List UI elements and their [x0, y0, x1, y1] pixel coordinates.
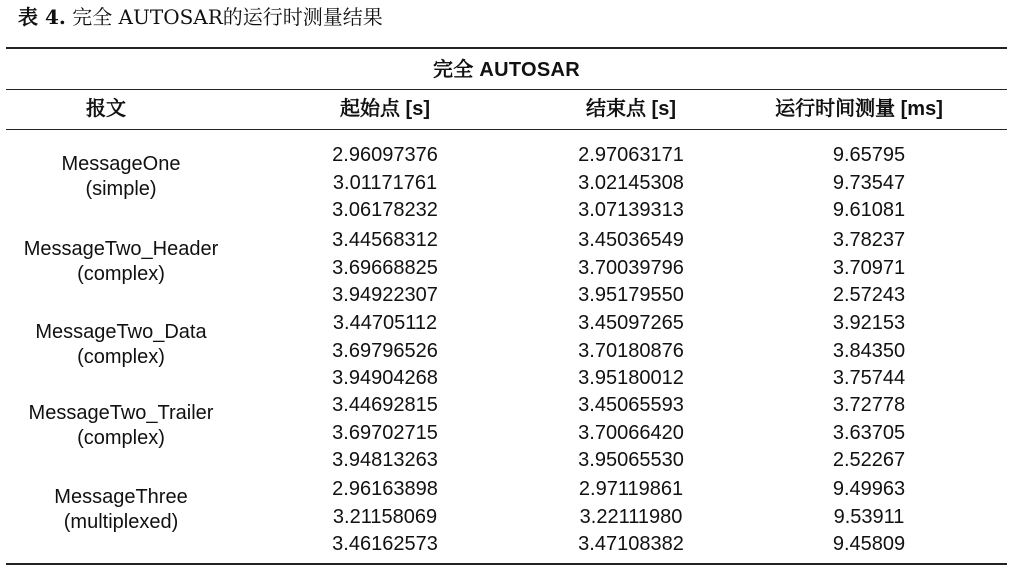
- table-caption: [18, 4, 383, 30]
- header-rule: [6, 129, 1007, 130]
- start-time-cell: 3.69668825: [332, 256, 438, 279]
- runtime-cell: 9.65795: [832, 144, 906, 166]
- start-time-cell: 3.69796526: [332, 339, 438, 362]
- runtime-cell: 3.75744: [832, 367, 906, 389]
- end-time-cell: 3.70039796: [578, 256, 684, 279]
- start-time-cell: 3.44568312: [332, 229, 438, 251]
- start-time-cell: 3.44692815: [332, 394, 438, 416]
- runtime-cell: 3.70971: [832, 256, 906, 279]
- column-header-runtime: 运行时间测量 [ms]: [775, 98, 943, 120]
- message-group-label: MessageOne (simple): [61, 153, 181, 200]
- runtime-cell: 3.84350: [832, 339, 906, 362]
- start-time-cell: 3.46162573: [332, 533, 438, 555]
- span-header-rule: [6, 89, 1007, 90]
- top-rule: [6, 47, 1007, 49]
- end-time-cell: 2.97063171: [578, 144, 684, 166]
- runtime-cell: 3.92153: [832, 312, 906, 334]
- start-time-cell: 2.96163898: [332, 478, 438, 500]
- runtime-cell: 3.72778: [832, 394, 906, 416]
- message-group-label: MessageThree (multiplexed): [54, 486, 188, 533]
- runtime-cell: 9.61081: [832, 199, 906, 221]
- start-time-cell: 3.94904268: [332, 367, 438, 389]
- runtime-cell: 9.45809: [832, 533, 906, 555]
- start-time-cell: 3.44705112: [332, 312, 438, 334]
- end-time-cell: 3.22111980: [579, 505, 683, 528]
- end-time-cell: 3.07139313: [578, 199, 684, 221]
- start-time-cell: 3.69702715: [332, 421, 438, 444]
- end-time-cell: 3.47108382: [578, 533, 684, 555]
- bottom-rule: [6, 563, 1007, 565]
- runtime-cell: 3.78237: [832, 229, 906, 251]
- end-time-cell: 3.95065530: [578, 449, 684, 471]
- table-span-header: 完全 AUTOSAR: [432, 59, 581, 81]
- start-time-cell: 3.94813263: [332, 449, 438, 471]
- column-header-start: 起始点 [s]: [340, 98, 430, 120]
- column-header-message: 报文: [86, 98, 126, 120]
- runtime-cell: 9.73547: [832, 171, 906, 194]
- end-time-cell: 3.70180876: [578, 339, 684, 362]
- message-group-label: MessageTwo_Data (complex): [35, 321, 207, 368]
- start-time-cell: 3.21158069: [332, 505, 438, 528]
- runtime-cell: 9.49963: [832, 478, 906, 500]
- runtime-cell: 2.57243: [832, 284, 906, 306]
- start-time-cell: 3.94922307: [332, 284, 438, 306]
- caption-label: 表 4.: [18, 5, 66, 29]
- column-header-end: 结束点 [s]: [586, 98, 676, 120]
- end-time-cell: 3.70066420: [578, 421, 684, 444]
- caption-title: 完全 AUTOSAR的运行时测量结果: [72, 5, 383, 29]
- end-time-cell: 3.45036549: [578, 229, 684, 251]
- start-time-cell: 2.96097376: [332, 144, 438, 166]
- runtime-cell: 3.63705: [832, 421, 906, 444]
- end-time-cell: 3.45097265: [578, 312, 684, 334]
- start-time-cell: 3.06178232: [332, 199, 438, 221]
- runtime-cell: 9.53911: [833, 505, 905, 528]
- end-time-cell: 2.97119861: [578, 478, 684, 500]
- message-group-label: MessageTwo_Trailer (complex): [28, 402, 214, 449]
- end-time-cell: 3.95179550: [578, 284, 684, 306]
- end-time-cell: 3.02145308: [578, 171, 684, 194]
- end-time-cell: 3.45065593: [578, 394, 684, 416]
- end-time-cell: 3.95180012: [578, 367, 684, 389]
- runtime-cell: 2.52267: [832, 449, 906, 471]
- message-group-label: MessageTwo_Header (complex): [23, 238, 219, 285]
- start-time-cell: 3.01171761: [332, 171, 438, 194]
